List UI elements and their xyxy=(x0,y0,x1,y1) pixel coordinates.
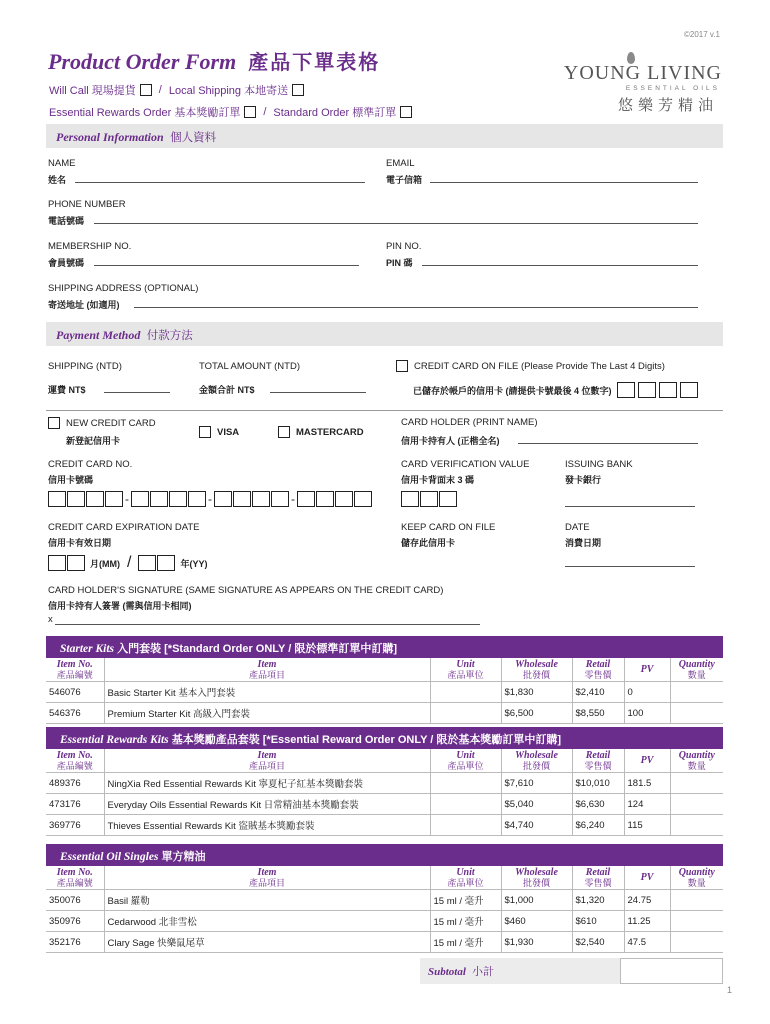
date-label: DATE xyxy=(565,522,590,533)
item-unit xyxy=(430,815,501,836)
signature-label-zh: 信用卡持有人簽署 (需與信用卡相同) xyxy=(48,601,192,611)
item-no: 473176 xyxy=(46,794,104,815)
membership-label-zh: 會員號碼 xyxy=(48,258,85,268)
col-pv: PV xyxy=(624,749,670,773)
item-no: 350076 xyxy=(46,890,104,911)
col-item-no: Item No. 產品編號 xyxy=(56,659,93,680)
payment-method-header xyxy=(46,322,723,346)
item-retail: $6,240 xyxy=(572,815,624,836)
item-unit xyxy=(430,703,501,724)
item-unit xyxy=(430,773,501,794)
card-digit-box[interactable] xyxy=(67,491,85,507)
card-digit-box[interactable] xyxy=(105,491,123,507)
cvv-digit-box[interactable] xyxy=(439,491,457,507)
address-label-zh: 寄送地址 (如適用) xyxy=(48,300,120,310)
month-label: 月(MM) xyxy=(90,558,120,569)
title-en: Product Order Form xyxy=(48,49,237,74)
col-retail: Retail 零售價 xyxy=(572,658,624,682)
item-name: Everyday Oils Essential Rewards Kit 日常精油基本獎勵套裝 xyxy=(104,794,430,815)
card-digit-box[interactable] xyxy=(169,491,187,507)
col-item: Item 產品項目 xyxy=(104,866,430,890)
page-title xyxy=(48,46,380,75)
name-field[interactable] xyxy=(75,182,365,183)
table-row xyxy=(46,682,723,703)
item-retail: $2,540 xyxy=(572,932,624,953)
dash: - xyxy=(208,492,212,506)
visa-label: VISA xyxy=(217,426,240,438)
month-digit-box[interactable] xyxy=(67,555,85,571)
section-title-zh: 個人資料 xyxy=(170,132,217,144)
name-label-zh: 姓名 xyxy=(48,175,67,185)
digit-box[interactable] xyxy=(617,382,635,398)
cvv-digit-box[interactable] xyxy=(420,491,438,507)
item-retail: $8,550 xyxy=(572,703,624,724)
separator: / xyxy=(158,84,162,96)
phone-label: PHONE NUMBER xyxy=(48,199,126,210)
new-card-label-zh: 新登記信用卡 xyxy=(66,436,121,446)
item-pv: 11.25 xyxy=(624,911,670,932)
total-label-zh: 金額合計 NT$ xyxy=(199,385,255,395)
signature-field[interactable] xyxy=(55,624,480,625)
item-retail: $10,010 xyxy=(572,773,624,794)
card-digit-box[interactable] xyxy=(188,491,206,507)
col-quantity: Quantity 數量 xyxy=(670,749,723,773)
quantity-cell[interactable] xyxy=(670,703,723,724)
keep-card-label: KEEP CARD ON FILE xyxy=(401,522,496,533)
card-on-file-label-zh: 已儲存於帳戶的信用卡 (請提供卡號最後 4 位數字) xyxy=(413,385,612,396)
section-title-en: Essential Rewards Kits xyxy=(60,734,169,746)
subtotal-zh: 小計 xyxy=(472,966,495,978)
new-card-label: NEW CREDIT CARD xyxy=(66,417,156,429)
table-header-row xyxy=(46,866,723,890)
col-quantity: Quantity 數量 xyxy=(670,658,723,682)
divider xyxy=(46,410,723,411)
item-pv: 0 xyxy=(624,682,670,703)
col-unit: Unit 產品單位 xyxy=(430,749,501,773)
item-wholesale: $1,000 xyxy=(501,890,572,911)
starter-kits-header xyxy=(46,636,723,658)
section-title-zh: 付款方法 xyxy=(146,330,193,342)
date-field[interactable] xyxy=(565,566,695,567)
card-on-file-option xyxy=(396,360,665,372)
oil-singles-header xyxy=(46,844,723,866)
table-row xyxy=(46,911,723,932)
signature-x: x xyxy=(48,614,53,625)
mastercard-label: MASTERCARD xyxy=(296,426,364,438)
item-name: NingXia Red Essential Rewards Kit 寧夏杞子紅基本獎勵套裝 xyxy=(104,773,430,794)
table-header-row xyxy=(46,658,723,682)
card-on-file-digits xyxy=(413,382,698,398)
table-row xyxy=(46,932,723,953)
year-digit-box[interactable] xyxy=(138,555,156,571)
digit-box[interactable] xyxy=(680,382,698,398)
card-digit-box[interactable] xyxy=(131,491,149,507)
card-on-file-checkbox[interactable] xyxy=(396,360,408,372)
expiry-boxes xyxy=(48,554,207,572)
item-no: 546076 xyxy=(46,682,104,703)
quantity-cell[interactable] xyxy=(670,932,723,953)
item-retail: $2,410 xyxy=(572,682,624,703)
item-unit: 15 ml / 毫升 xyxy=(430,890,501,911)
mastercard-option xyxy=(278,426,364,438)
item-wholesale: $6,500 xyxy=(501,703,572,724)
expiry-label: CREDIT CARD EXPIRATION DATE xyxy=(48,522,200,533)
col-item: Item 產品項目 xyxy=(104,658,430,682)
table-row xyxy=(46,815,723,836)
personal-info-header xyxy=(46,124,723,148)
bank-field[interactable] xyxy=(565,506,695,507)
card-digit-box[interactable] xyxy=(271,491,289,507)
local-shipping-checkbox[interactable] xyxy=(292,84,304,96)
cvv-label: CARD VERIFICATION VALUE xyxy=(401,459,530,470)
pin-label: PIN NO. xyxy=(386,241,422,252)
section-title-rest: 基本獎勵產品套裝 [*Essential Reward Order ONLY / 限於基本獎勵訂單中訂購] xyxy=(168,734,562,746)
table-header-row xyxy=(46,749,723,773)
phone-label-zh: 電話號碼 xyxy=(48,216,85,226)
card-digit-box[interactable] xyxy=(252,491,270,507)
date-label-zh: 消費日期 xyxy=(565,538,602,548)
section-title-rest: 單方精油 xyxy=(158,851,206,863)
card-number-boxes xyxy=(48,491,372,507)
table-row xyxy=(46,703,723,724)
expiry-label-zh: 信用卡有效日期 xyxy=(48,538,112,548)
mastercard-checkbox[interactable] xyxy=(278,426,290,438)
card-digit-box[interactable] xyxy=(233,491,251,507)
digit-box[interactable] xyxy=(659,382,677,398)
title-zh: 產品下單表格 xyxy=(248,50,381,74)
er-order-checkbox[interactable] xyxy=(244,106,256,118)
email-field[interactable] xyxy=(430,182,698,183)
card-digit-box[interactable] xyxy=(354,491,372,507)
card-digit-box[interactable] xyxy=(150,491,168,507)
section-title-en: Personal Information xyxy=(56,130,164,144)
std-order-checkbox[interactable] xyxy=(400,106,412,118)
cvv-digit-box[interactable] xyxy=(401,491,419,507)
item-name: Premium Starter Kit 高級入門套裝 xyxy=(104,703,430,724)
address-label: SHIPPING ADDRESS (OPTIONAL) xyxy=(48,283,199,294)
quantity-cell[interactable] xyxy=(670,911,723,932)
item-wholesale: $4,740 xyxy=(501,815,572,836)
section-title-en: Starter Kits xyxy=(60,643,115,655)
col-retail: Retail 零售價 xyxy=(572,749,624,773)
page-number: 1 xyxy=(726,985,732,995)
version-label: ©2017 v.1 xyxy=(684,30,720,39)
subtotal-en: Subtotal xyxy=(428,966,466,978)
will-call-label: Will Call 現場提貨 xyxy=(49,85,136,97)
separator: / xyxy=(263,106,267,118)
shipping-field[interactable] xyxy=(104,392,170,393)
col-pv: PV xyxy=(624,866,670,890)
item-pv: 24.75 xyxy=(624,890,670,911)
year-label: 年(YY) xyxy=(180,558,208,569)
col-retail: Retail 零售價 xyxy=(572,866,624,890)
starter-kits-table xyxy=(46,658,723,724)
logo-sub: ESSENTIAL OILS xyxy=(625,85,720,92)
quantity-cell[interactable] xyxy=(670,890,723,911)
item-name: Thieves Essential Rewards Kit 盜賊基本獎勵套裝 xyxy=(104,815,430,836)
item-wholesale: $7,610 xyxy=(501,773,572,794)
item-unit: 15 ml / 毫升 xyxy=(430,932,501,953)
table-row xyxy=(46,773,723,794)
cvv-boxes xyxy=(401,491,457,507)
col-wholesale: Wholesale 批發價 xyxy=(501,658,572,682)
email-label: EMAIL xyxy=(386,158,415,169)
item-no: 489376 xyxy=(46,773,104,794)
pin-label-zh: PIN 碼 xyxy=(386,258,413,268)
item-no: 350976 xyxy=(46,911,104,932)
quantity-cell[interactable] xyxy=(670,682,723,703)
item-wholesale: $1,930 xyxy=(501,932,572,953)
item-name: Basic Starter Kit 基本入門套裝 xyxy=(104,682,430,703)
item-retail: $1,320 xyxy=(572,890,624,911)
pin-field[interactable] xyxy=(422,265,698,266)
er-kits-table xyxy=(46,749,723,836)
col-item-no: Item No. 產品編號 xyxy=(56,750,93,771)
card-no-label: CREDIT CARD NO. xyxy=(48,459,133,470)
col-item: Item 產品項目 xyxy=(104,749,430,773)
item-unit xyxy=(430,682,501,703)
quantity-cell[interactable] xyxy=(670,794,723,815)
col-quantity: Quantity 數量 xyxy=(670,866,723,890)
item-name: Clary Sage 快樂鼠尾草 xyxy=(104,932,430,953)
item-no: 546376 xyxy=(46,703,104,724)
col-wholesale: Wholesale 批發價 xyxy=(501,866,572,890)
subtotal-field[interactable] xyxy=(620,958,723,984)
section-title-en: Payment Method xyxy=(56,328,141,342)
subtotal-label xyxy=(428,963,494,979)
item-retail: $6,630 xyxy=(572,794,624,815)
er-order-label: Essential Rewards Order 基本獎勵訂單 xyxy=(49,107,241,119)
logo-zh: 悠樂芳精油 xyxy=(617,96,718,114)
col-item-no: Item No. 產品編號 xyxy=(56,867,93,888)
col-wholesale: Wholesale 批發價 xyxy=(501,749,572,773)
item-wholesale: $460 xyxy=(501,911,572,932)
shipping-label: SHIPPING (NTD) xyxy=(48,361,122,372)
visa-checkbox[interactable] xyxy=(199,426,211,438)
item-unit: 15 ml / 毫升 xyxy=(430,911,501,932)
card-on-file-label: CREDIT CARD ON FILE (Please Provide The Last 4 Digits) xyxy=(414,360,665,372)
item-name: Cedarwood 北非雪松 xyxy=(104,911,430,932)
delivery-options xyxy=(49,82,304,98)
membership-field[interactable] xyxy=(94,265,359,266)
card-digit-box[interactable] xyxy=(48,491,66,507)
item-pv: 124 xyxy=(624,794,670,815)
address-field[interactable] xyxy=(134,307,698,308)
membership-label: MEMBERSHIP NO. xyxy=(48,241,132,252)
col-unit: Unit 產品單位 xyxy=(430,866,501,890)
item-pv: 181.5 xyxy=(624,773,670,794)
slash: / xyxy=(127,554,132,571)
col-unit: Unit 產品單位 xyxy=(430,658,501,682)
total-field[interactable] xyxy=(270,392,366,393)
young-living-logo xyxy=(552,52,722,112)
section-title-en: Essential Oil Singles xyxy=(60,851,159,863)
item-pv: 100 xyxy=(624,703,670,724)
signature-label: CARD HOLDER'S SIGNATURE (SAME SIGNATURE AS APPEARS ON THE CREDIT CARD) xyxy=(48,585,444,596)
shipping-label-zh: 運費 NT$ xyxy=(48,385,86,395)
item-name: Basil 羅勒 xyxy=(104,890,430,911)
holder-label-zh: 信用卡持有人 (正楷全名) xyxy=(401,436,500,446)
card-digit-box[interactable] xyxy=(214,491,232,507)
digit-box[interactable] xyxy=(638,382,656,398)
card-digit-box[interactable] xyxy=(316,491,334,507)
quantity-cell[interactable] xyxy=(670,815,723,836)
will-call-checkbox[interactable] xyxy=(140,84,152,96)
item-wholesale: $1,830 xyxy=(501,682,572,703)
bank-label-zh: 發卡銀行 xyxy=(565,475,602,485)
er-kits-header xyxy=(46,727,723,749)
item-no: 352176 xyxy=(46,932,104,953)
item-retail: $610 xyxy=(572,911,624,932)
new-card-option xyxy=(48,417,156,429)
cvv-label-zh: 信用卡背面末 3 碼 xyxy=(401,475,475,485)
item-unit xyxy=(430,794,501,815)
card-digit-box[interactable] xyxy=(86,491,104,507)
holder-label: CARD HOLDER (PRINT NAME) xyxy=(401,417,538,428)
item-wholesale: $5,040 xyxy=(501,794,572,815)
col-pv: PV xyxy=(624,658,670,682)
order-type-options xyxy=(49,104,412,120)
holder-field[interactable] xyxy=(518,443,698,444)
item-pv: 115 xyxy=(624,815,670,836)
card-digit-box[interactable] xyxy=(335,491,353,507)
std-order-label: Standard Order 標準訂單 xyxy=(273,107,397,119)
dash: - xyxy=(291,492,295,506)
item-no: 369776 xyxy=(46,815,104,836)
name-label: NAME xyxy=(48,158,76,169)
month-digit-box[interactable] xyxy=(48,555,66,571)
year-digit-box[interactable] xyxy=(157,555,175,571)
quantity-cell[interactable] xyxy=(670,773,723,794)
item-pv: 47.5 xyxy=(624,932,670,953)
new-card-checkbox[interactable] xyxy=(48,417,60,429)
logo-name: YOUNG LIVING xyxy=(563,62,722,84)
dash: - xyxy=(125,492,129,506)
section-title-rest: 入門套裝 [*Standard Order ONLY / 限於標準訂單中訂購] xyxy=(114,643,397,655)
total-label: TOTAL AMOUNT (NTD) xyxy=(199,361,300,372)
local-shipping-label: Local Shipping 本地寄送 xyxy=(168,85,289,97)
table-row xyxy=(46,890,723,911)
card-no-label-zh: 信用卡號碼 xyxy=(48,475,94,485)
phone-field[interactable] xyxy=(94,223,698,224)
keep-card-label-zh: 儲存此信用卡 xyxy=(401,538,456,548)
oil-singles-table xyxy=(46,866,723,953)
card-digit-box[interactable] xyxy=(297,491,315,507)
bank-label: ISSUING BANK xyxy=(565,459,633,470)
visa-option xyxy=(199,426,239,438)
table-row xyxy=(46,794,723,815)
email-label-zh: 電子信箱 xyxy=(386,175,423,185)
